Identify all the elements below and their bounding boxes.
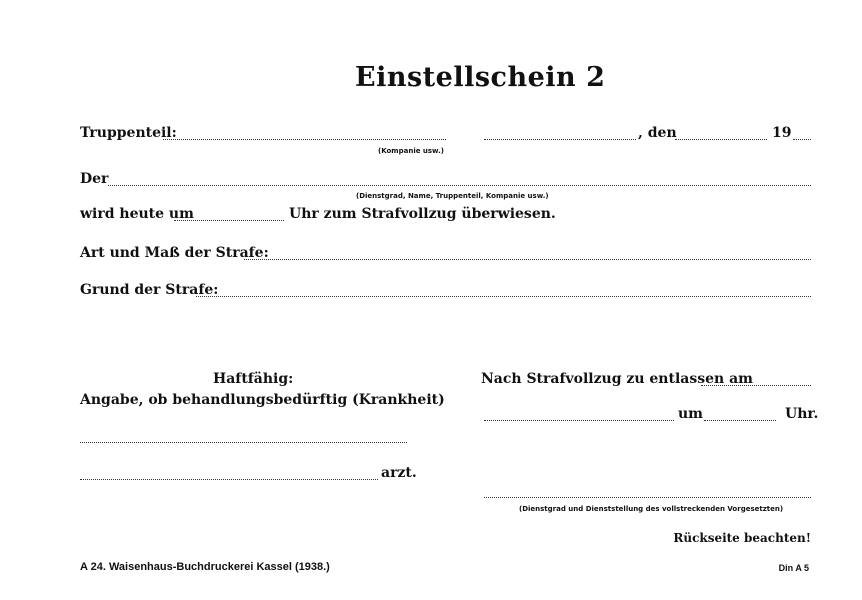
uhr-label: Uhr. [785,406,819,422]
unterschrift-field[interactable] [484,497,811,498]
haftfaehig-heading: Haftfähig: [213,371,294,387]
entlassung-label: Nach Strafvollzug zu entlassen am [481,371,753,387]
entlassung-ort-field[interactable] [484,420,674,421]
behandlung-label: Angabe, ob behandlungsbedürftig (Krankheit) [80,392,445,408]
strafart-label: Art und Maß der Strafe: [80,245,269,261]
den-label: , den [638,125,677,141]
truppenteil-label: Truppenteil: [80,125,177,141]
person-field[interactable] [108,185,811,186]
ort-field[interactable] [484,139,636,140]
strafgrund-label: Grund der Strafe: [80,282,219,298]
truppenteil-hint: (Kompanie usw.) [378,147,444,155]
truppenteil-field[interactable] [163,139,446,140]
strafart-field[interactable] [244,259,811,260]
um-label: um [678,406,703,422]
ueberwiesen-label: Uhr zum Strafvollzug überwiesen. [289,206,556,222]
behandlung-field[interactable] [80,442,407,443]
jahr-field[interactable] [793,139,811,140]
paper-format: Din A 5 [778,563,809,573]
datum-field[interactable] [675,139,767,140]
entlassung-uhrzeit-field[interactable] [704,420,776,421]
entlassung-datum-field[interactable] [701,385,811,386]
unterschrift-hint: (Dienstgrad und Dienststellung des vollstreckenden Vorgesetzten) [519,505,784,513]
rueckseite-note: Rückseite beachten! [673,531,811,545]
form-title: Einstellschein 2 [355,62,606,93]
printer-imprint: A 24. Waisenhaus-Buchdruckerei Kassel (1938.) [80,561,330,573]
arzt-field[interactable] [80,479,378,480]
der-label: Der [80,171,109,187]
jahr-label: 19 [772,125,792,141]
strafgrund-field[interactable] [196,296,811,297]
uhrzeit-field[interactable] [174,220,284,221]
arzt-label: arzt. [381,465,417,481]
heute-label: wird heute um [80,206,194,222]
person-hint: (Dienstgrad, Name, Truppenteil, Kompanie usw.) [356,192,549,200]
